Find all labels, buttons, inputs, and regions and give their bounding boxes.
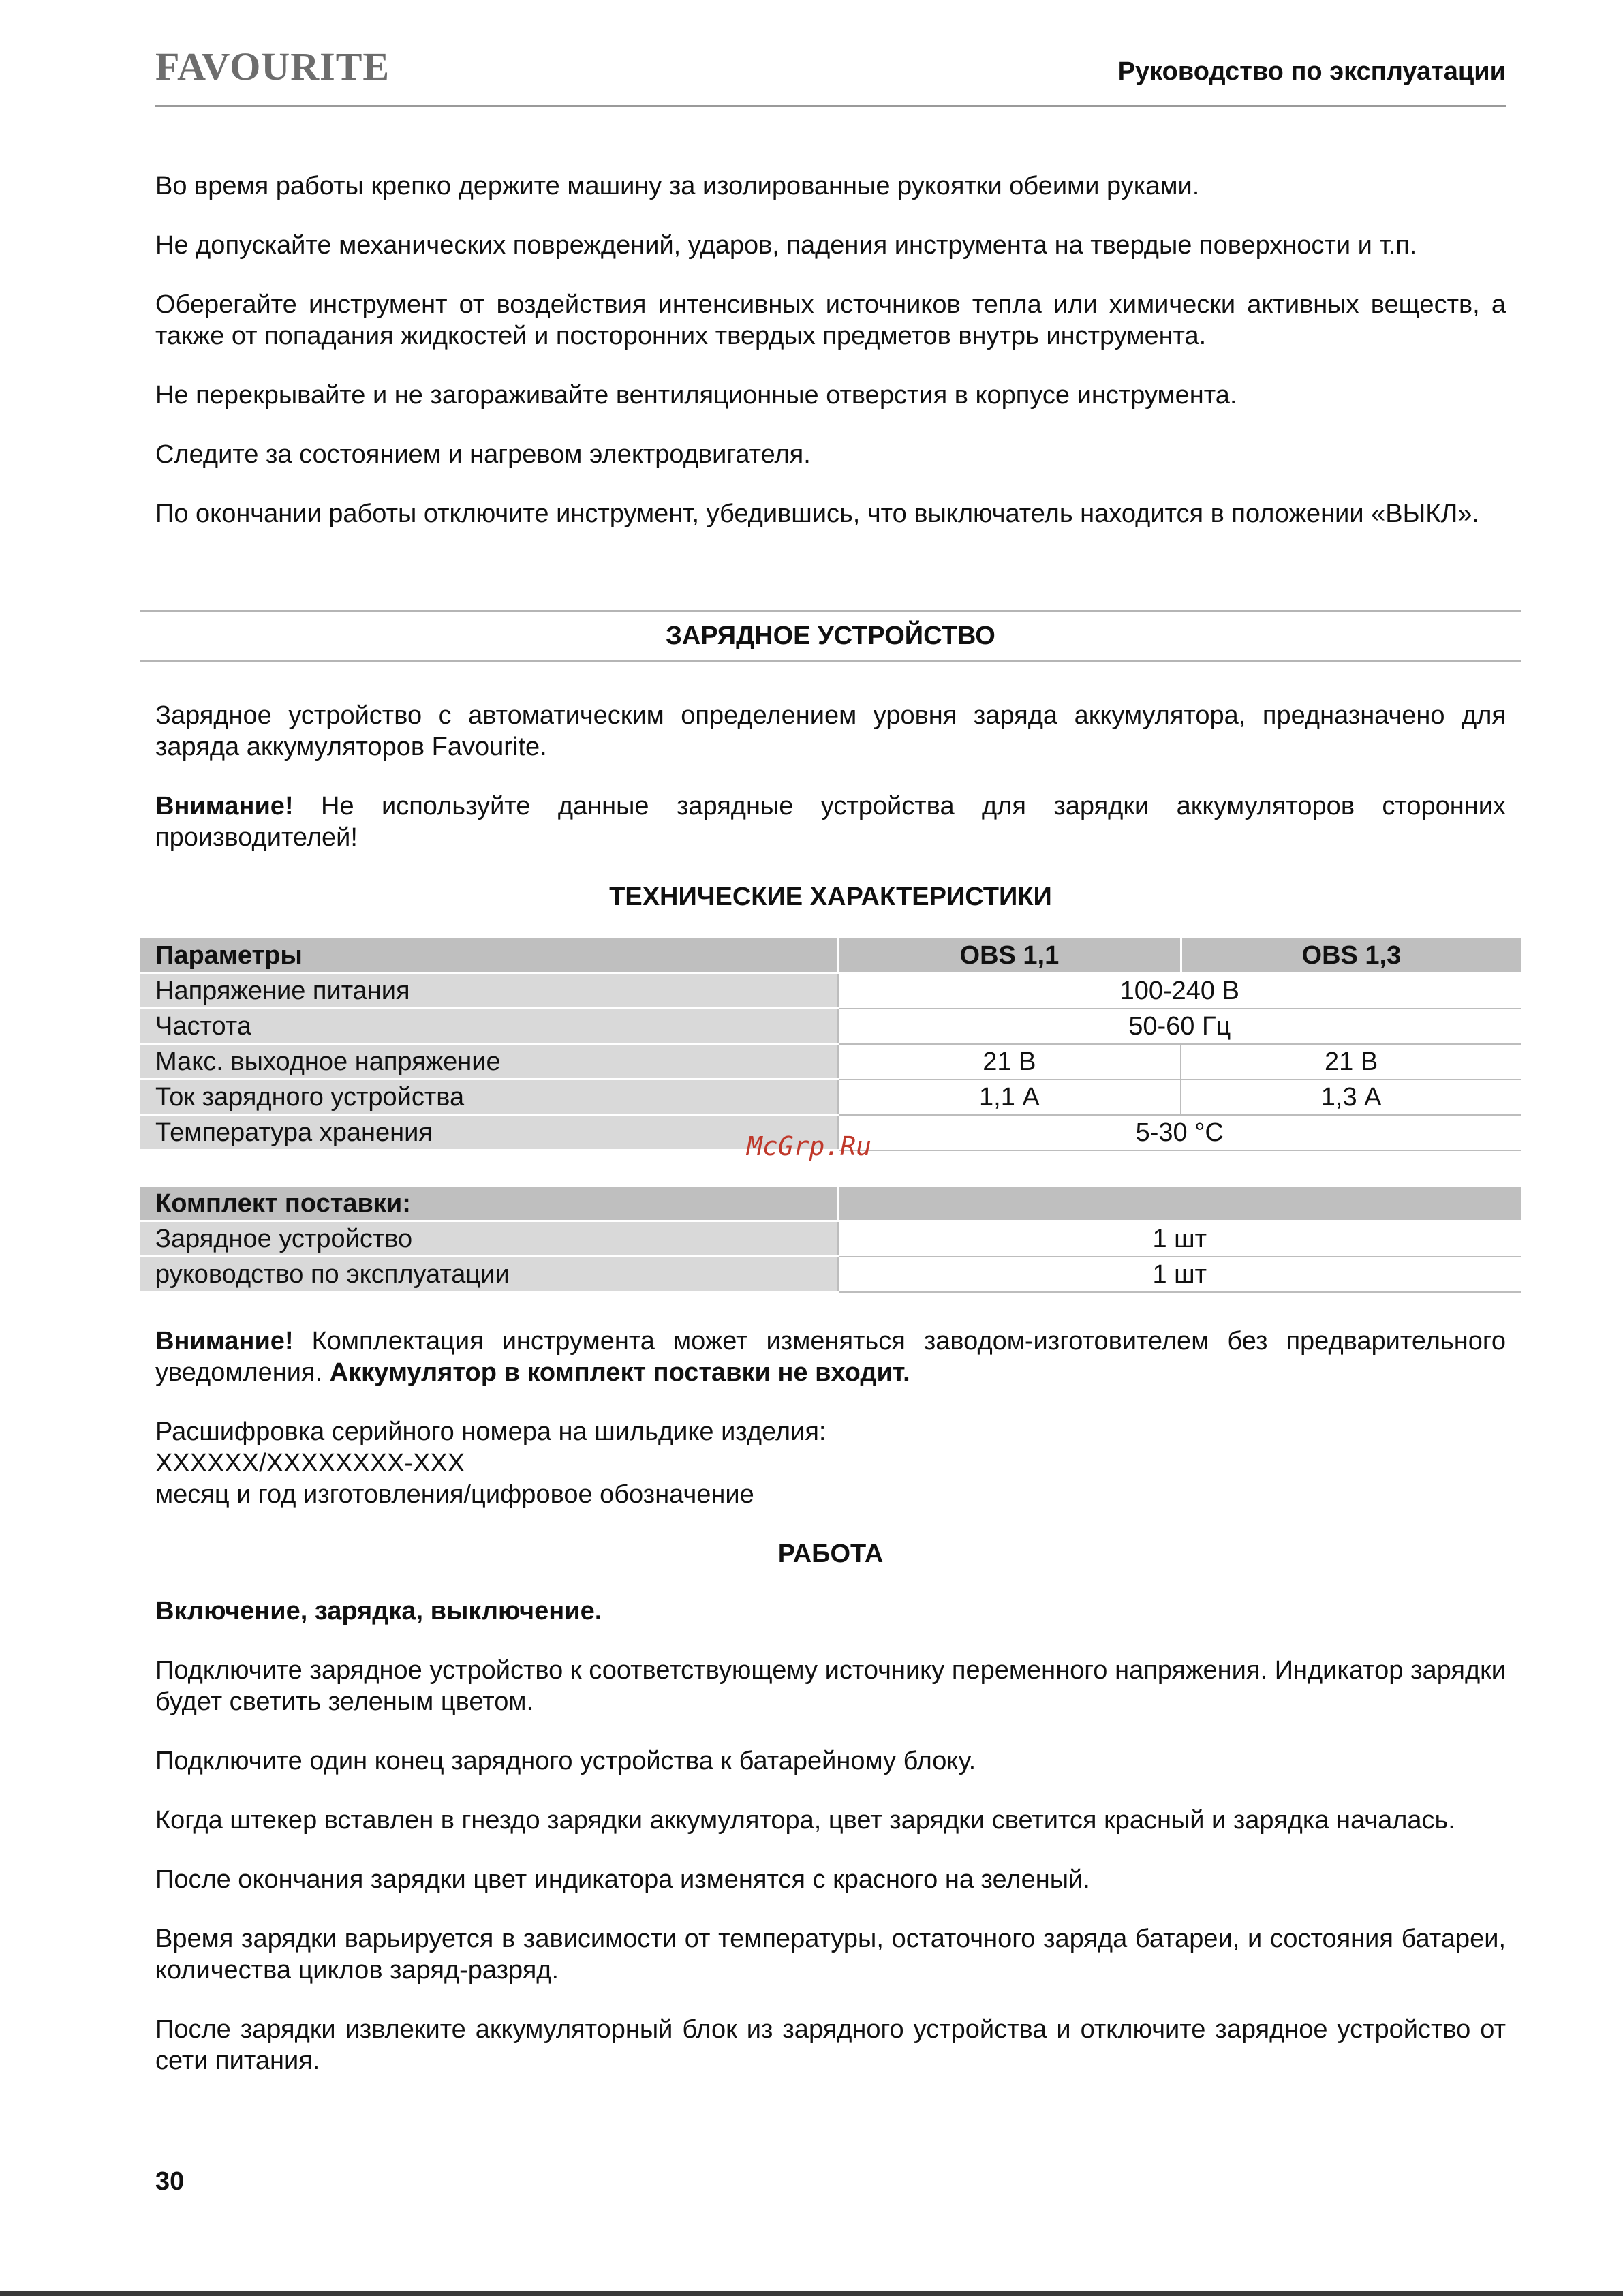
specs-table xyxy=(140,938,1521,1151)
charger-description: Зарядное устройство с автоматическим определением уровня заряда аккумулятора, предназначено для заряда аккумуляторов Favourite. xyxy=(155,701,1506,761)
table-header-row xyxy=(140,1187,1521,1221)
table-row xyxy=(140,1080,1521,1115)
serial-number-info xyxy=(155,1416,1506,1510)
work-paragraph: Время зарядки варьируется в зависимости от температуры, остаточного заряда батареи, и состояния батареи, количества циклов заряд-разряд. xyxy=(155,1925,1506,1985)
work-paragraph: После зарядки извлеките аккумуляторный блок из зарядного устройства и отключите зарядное устройство от сети питания. xyxy=(155,2015,1506,2075)
work-paragraph: После окончания зарядки цвет индикатора изменятся с красного на зеленый. xyxy=(155,1865,1090,1894)
watermark: McGrp.Ru xyxy=(747,1131,872,1161)
row-value: 1 шт xyxy=(838,1221,1521,1257)
warning-text: Не используйте данные зарядные устройства для зарядки аккумуляторов сторонних производителей! xyxy=(155,792,1506,852)
row-value: 5-30 °С xyxy=(838,1115,1521,1150)
brand-logo: FAVOURITE xyxy=(155,44,390,89)
kit-note-label: Внимание! xyxy=(155,1327,294,1356)
serial-line: месяц и год изготовления/цифровое обозначение xyxy=(155,1480,754,1509)
row-value: 100-240 В xyxy=(838,973,1521,1009)
kit-note-bold: Аккумулятор в комплект поставки не входит. xyxy=(329,1358,910,1387)
page-number: 30 xyxy=(155,2167,185,2196)
header-model-obs13: OBS 1,3 xyxy=(1181,938,1521,973)
intro-paragraph: По окончании работы отключите инструмент, убедившись, что выключатель находится в положении «ВЫКЛ». xyxy=(155,500,1480,528)
kit-header-empty xyxy=(838,1187,1521,1221)
row-label: Макс. выходное напряжение xyxy=(140,1044,838,1080)
row-label: Ток зарядного устройства xyxy=(140,1080,838,1115)
work-paragraph: Подключите один конец зарядного устройства к батарейному блоку. xyxy=(155,1747,976,1775)
row-value: 1 шт xyxy=(838,1257,1521,1292)
row-value-obs13: 1,3 А xyxy=(1181,1080,1521,1115)
table-row xyxy=(140,973,1521,1009)
section-title-text: ЗАРЯДНОЕ УСТРОЙСТВО xyxy=(666,621,995,650)
header-param: Параметры xyxy=(140,938,838,973)
kit-table xyxy=(140,1187,1521,1293)
row-value-obs11: 1,1 А xyxy=(838,1080,1181,1115)
row-label: Зарядное устройство xyxy=(140,1221,838,1257)
intro-paragraph: Оберегайте инструмент от воздействия интенсивных источников тепла или химически активных веществ, а также от попадания жидкостей и посторонних твердых предметов внутрь инструмента. xyxy=(155,290,1506,350)
header-divider xyxy=(155,105,1506,107)
row-value: 50-60 Гц xyxy=(838,1009,1521,1044)
document-title: Руководство по эксплуатации xyxy=(1117,57,1506,86)
work-title: РАБОТА xyxy=(777,1540,884,1568)
row-label: Напряжение питания xyxy=(140,973,838,1009)
row-value-obs11: 21 В xyxy=(838,1044,1181,1080)
serial-line: Расшифровка серийного номера на шильдике изделия: xyxy=(155,1418,826,1446)
row-label: Частота xyxy=(140,1009,838,1044)
intro-paragraph: Во время работы крепко держите машину за изолированные рукоятки обеими руками. xyxy=(155,172,1200,200)
serial-format: XXXXXX/XXXXXXXX-XXX xyxy=(155,1449,465,1478)
intro-paragraph: Следите за состоянием и нагревом электродвигателя. xyxy=(155,440,811,469)
specs-title: ТЕХНИЧЕСКИЕ ХАРАКТЕРИСТИКИ xyxy=(609,883,1052,911)
charger-warning xyxy=(155,791,1506,853)
warning-label: Внимание! xyxy=(155,792,294,821)
table-row xyxy=(140,1009,1521,1044)
table-row xyxy=(140,1257,1521,1292)
intro-paragraph: Не допускайте механических повреждений, ударов, падения инструмента на твердые поверхности и т.п. xyxy=(155,231,1417,260)
kit-header: Комплект поставки: xyxy=(140,1187,838,1221)
intro-paragraph: Не перекрывайте и не загораживайте вентиляционные отверстия в корпусе инструмента. xyxy=(155,381,1237,410)
row-value-obs13: 21 В xyxy=(1181,1044,1521,1080)
table-row xyxy=(140,1044,1521,1080)
section-title-charger xyxy=(140,610,1521,662)
row-label: Температура хранения xyxy=(140,1115,838,1150)
table-header-row xyxy=(140,938,1521,973)
work-paragraph: Подключите зарядное устройство к соответствующему источнику переменного напряжения. Индикатор зарядки будет светить зеленым цветом. xyxy=(155,1656,1506,1716)
row-label: руководство по эксплуатации xyxy=(140,1257,838,1292)
work-subtitle: Включение, зарядка, выключение. xyxy=(155,1597,602,1625)
kit-note-text: Комплектация инструмента может изменяться заводом-изготовителем без предварительного уведомления. xyxy=(155,1327,1506,1387)
bottom-edge xyxy=(0,2291,1623,2296)
kit-note xyxy=(155,1326,1506,1388)
header-model-obs11: OBS 1,1 xyxy=(838,938,1181,973)
work-paragraph: Когда штекер вставлен в гнездо зарядки аккумулятора, цвет зарядки светится красный и зарядка началась. xyxy=(155,1806,1455,1835)
table-row xyxy=(140,1221,1521,1257)
